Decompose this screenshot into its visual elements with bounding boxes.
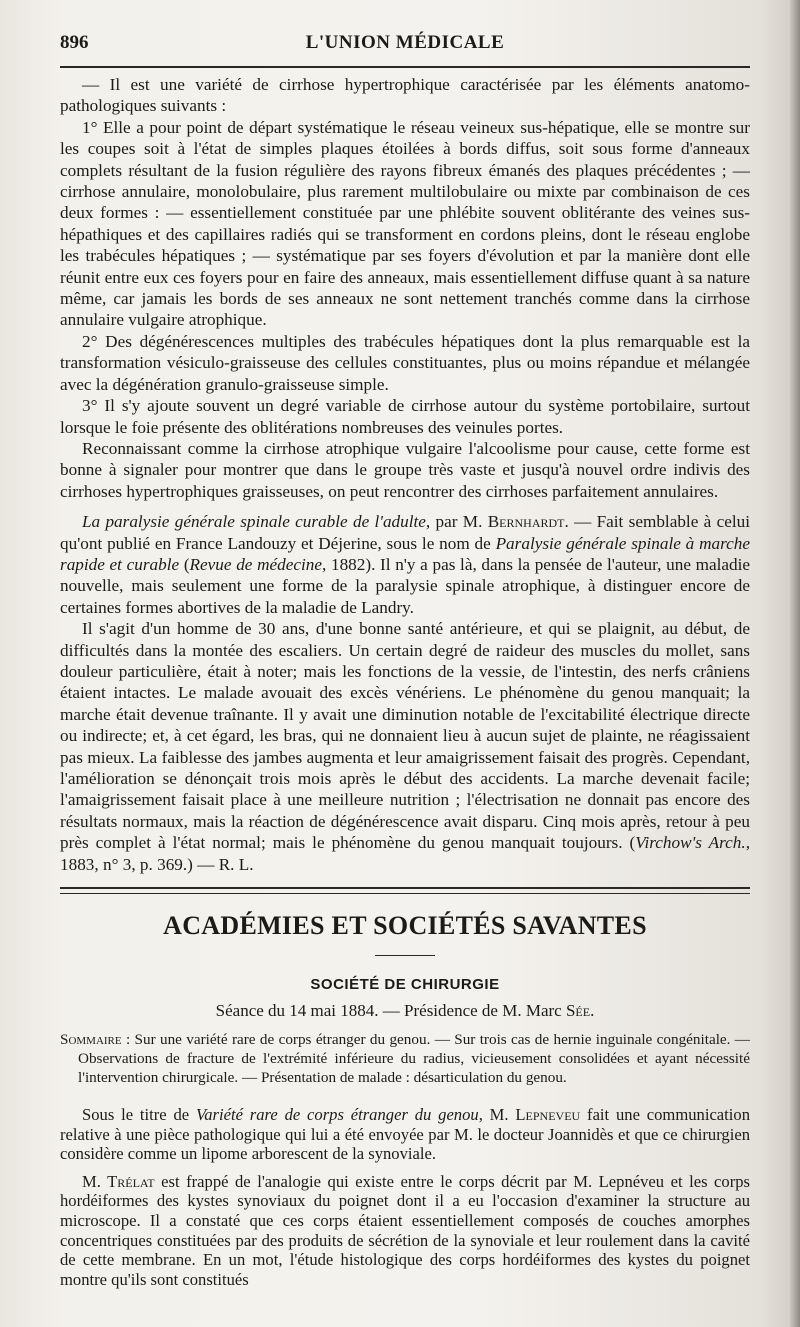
text-fragment: (	[179, 554, 190, 574]
author-name: Bernhardt	[487, 512, 565, 532]
paragraph-point-1: 1° Elle a pour point de départ systématique le réseau veineux sus-hépatique, elle se montre sur les coupes soit à l'état de simples plaques étoilées à bords diffus, soit sous forme d'anneaux complets résultant de la fusion régulière des rayons fibreux émanés des plaques précédentes ; — cirrhose annulaire, monolobulaire, plus rarement multilobulaire ou mixte par combinaison de ces deux formes : — essentiellement constituée par une phlébite souvent oblitérante des veines sus-hépathiques et des capillaires radiés qui se transforment en cordons pleins, dont le réseau englobe les trabécules hépatiques ; — systématique par ses foyers d'évolution et par la manière dont elle réunit entre eux ces foyers pour en faire des anneaux, mais essentiellement diffuse quant à sa nature même, car jamais les bords de ses anneaux ne sont nettement tranchés comme dans la cirrhose annulaire vulgaire atrophique.	[60, 117, 750, 330]
text-fragment: Il s'agit d'un homme de 30 ans, d'une bonne santé antérieure, et qui se plaignit, au début, de difficultés dans la montée des escaliers. Un certain degré de raideur des muscles du mollet, sans douleur particulière, était à noter; mais les fonctions de la vessie, de l'intestin, des nerfs crâniens étaient intactes. Le malade avouait des excès vénériens. Le phénomène du genou manquait; la marche était devenue traînante. Il y avait une diminution notable de l'excitabilité électrique directe ou indirecte; et, à cet égard, les bras, qui ne donnaient lieu à aucun sujet de plainte, ne réagissaient pas mieux. La faiblesse des jambes augmenta et leur amaigrissement faisait des progrès. Cependant, l'amélioration se dénonçait trois mois après le début des accidents. La marche devenait facile; l'amaigrissement faisait place à une meilleure nutrition ; l'électrisation ne donnait pas encore des résultats normaux, mais la réaction de dégénérescence avait disparu. Cinq mois après, retour à peu près complet à l'état normal; mais le phénomène du genou manquait toujours. (	[60, 619, 750, 853]
summary	[60, 1030, 750, 1087]
paragraph-paralysie-1	[60, 511, 750, 618]
text-fragment: fait une communication relative à une pièce pathologique qui lui a été envoyée par M. le docteur Joannidès et que ce chirurgien considère comme un lipome arborescent de la synoviale.	[60, 1105, 750, 1164]
section-title: ACADÉMIES ET SOCIÉTÉS SAVANTES	[163, 911, 647, 940]
summary-text: : Sur une variété rare de corps étranger du genou. — Sur trois cas de hernie inguinale congénitale. — Observations de fracture de l'extrémité inférieure du radius, vicieusement consolidées et ayant nécessité l'intervention chirurgicale. — Présentation de malade : désarticulation du genou.	[78, 1031, 750, 1086]
page-header	[60, 30, 750, 62]
paragraph-intro: — Il est une variété de cirrhose hypertrophique caractérisée par les éléments anatomo-pathologiques suivants :	[60, 75, 750, 116]
text-fragment: Sous le titre de	[82, 1105, 196, 1124]
paragraph-lepneveu	[60, 1105, 750, 1164]
article-title: La paralysie générale spinale curable de l'adulte	[82, 512, 426, 532]
author-name: Lepneveu	[515, 1105, 581, 1124]
cited-journal: Revue de médecine	[189, 554, 322, 574]
society-name: SOCIÉTÉ DE CHIRURGIE	[310, 976, 500, 993]
president-name: Sée	[565, 1001, 591, 1020]
text-fragment: , 1883, n° 3, p. 369.) — R. L.	[60, 833, 750, 874]
text-fragment: , par M.	[425, 512, 488, 532]
article-cirrhose	[60, 74, 750, 875]
text-fragment: Séance du 14 mai 1884. — Présidence de M. Marc	[215, 1001, 566, 1020]
short-rule	[375, 955, 435, 956]
summary-label: Sommaire	[60, 1031, 122, 1048]
cited-title: Variété rare de corps étranger du genou	[195, 1105, 479, 1124]
reference-journal: Virchow's Arch.	[635, 833, 746, 853]
paragraph-point-3: 3° Il s'y ajoute souvent un degré variable de cirrhose autour du système portobilaire, surtout lorsque le foie présente des oblitérations nombreuses des veinules portes.	[60, 396, 750, 437]
paragraph-point-2: 2° Des dégénérescences multiples des trabécules hépatiques dont la plus remarquable est la transformation vésiculo-graisseuse des cellules constituantes, plus ou moins répandue et mélangée avec la dégénération granulo-graisseuse simple.	[60, 331, 750, 394]
header-rule	[60, 66, 750, 68]
author-name: M. Trélat	[82, 1171, 155, 1191]
running-title: L'UNION MÉDICALE	[305, 32, 505, 53]
page-number: 896	[60, 32, 89, 53]
text-fragment: , 1882). Il n'y a pas là, dans la pensée de l'auteur, une maladie nouvelle, mais seulement une forme de la paralysie spinale atrophique, à distinguer encore de certaines formes abortives de la maladie de Landry.	[60, 554, 751, 617]
text-fragment: . — Fait semblable à celui qu'ont publié en France Landouzy et Déjerine, sous le nom de	[60, 512, 750, 553]
paragraph-paralysie-2	[60, 618, 750, 875]
text-fragment: .	[590, 1001, 595, 1020]
paragraph-conclusion: Reconnaissant comme la cirrhose atrophique vulgaire l'alcoolisme pour cause, cette forme est bonne à signaler pour montrer que dans le groupe très vaste et jusqu'à nouvel ordre indivis des cirrhoses hypertrophiques graisseuses, on peut rencontrer des cirrhoses parfaitement annulaires.	[60, 438, 750, 501]
text-fragment: , M.	[478, 1105, 516, 1124]
text-fragment: est frappé de l'analogie qui existe entre le corps décrit par M. Lepnéveu et les corps hordéiformes des kystes synoviaux du poignet dont il a eu l'occasion d'examiner la structure au microscope. Il a constaté que ces corps étaient essentiellement composés de couches amorphes concentriques constituées par des produits de sécrétion de la synoviale et leur roulement dans la cavité de cette membrane. En un mot, l'étude histologique des corps hordéiformes des kystes du poignet montre qu'ils sont constitués	[60, 1171, 751, 1289]
page-edge-shadow	[790, 0, 800, 1327]
section-double-rule	[60, 887, 750, 894]
cited-title: Paralysie générale spinale à marche rapide et curable	[60, 533, 750, 574]
seance-line	[60, 1001, 750, 1021]
article-chirurgie	[60, 1105, 750, 1289]
paragraph-trelat	[60, 1172, 750, 1290]
